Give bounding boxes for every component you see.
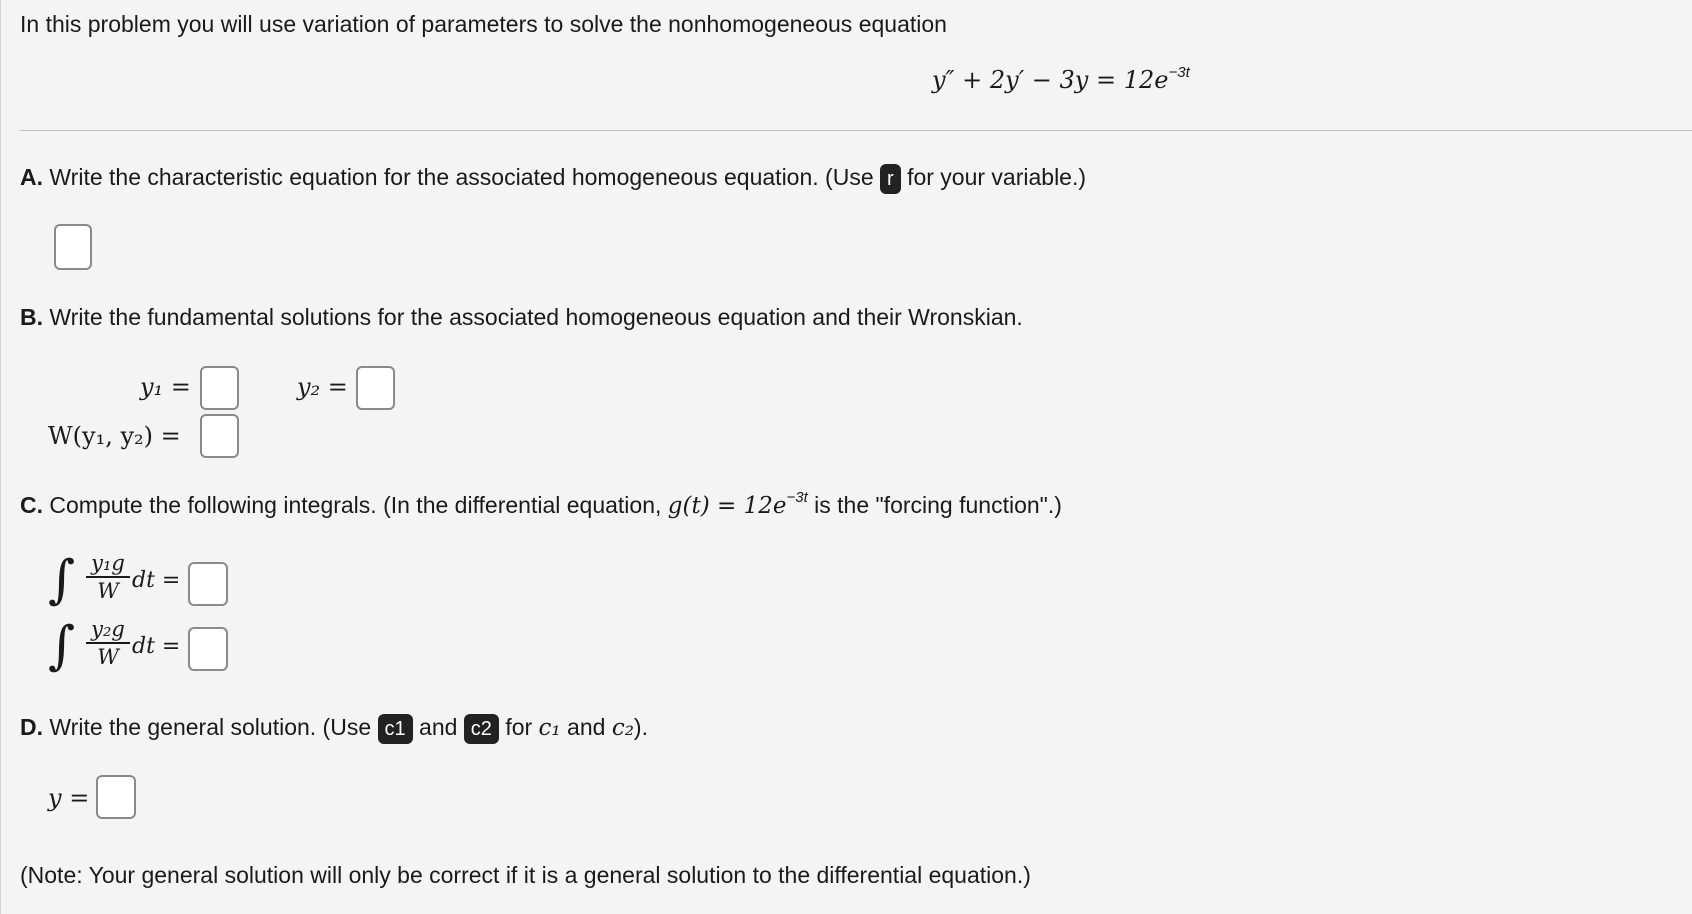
forcing-function-expr: g(t) = 12e [667, 493, 787, 519]
equation-exponent: −3t [1168, 64, 1190, 81]
characteristic-equation-input[interactable] [54, 224, 92, 270]
equation-lhs: y″ + 2y′ − 3y = 12e [932, 66, 1169, 94]
part-a-text: Write the characteristic equation for the associated homogeneous equation. (Use [49, 164, 874, 190]
part-c-text-after: is the "forcing function".) [814, 492, 1062, 518]
c1-chip: c1 [378, 714, 413, 744]
part-b-prompt [20, 303, 1023, 331]
integral-2-dt: dt = [132, 634, 181, 659]
integral-sign-1: ∫ [48, 550, 76, 610]
section-divider [20, 130, 1692, 131]
part-d-and-2: and [567, 714, 606, 740]
note-text: (Note: Your general solution will only be correct if it is a general solution to the differential equation.) [20, 862, 1031, 888]
intro-text: In this problem you will use variation of parameters to solve the nonhomogeneous equation [20, 11, 947, 37]
c1-math: c₁ [538, 715, 561, 741]
wronskian-label: W(y₁, y₂) = [48, 422, 181, 450]
integral-1-dt: dt = [132, 568, 181, 593]
part-c-label: C. [20, 492, 43, 518]
forcing-function-exponent: −3t [786, 489, 808, 506]
integral-1-denominator: W [97, 578, 119, 603]
general-solution-input[interactable] [96, 775, 136, 819]
integral-2-denominator: W [97, 644, 119, 669]
integral-1-numerator: y₁g [91, 551, 125, 575]
integral-2-fraction [86, 617, 130, 669]
part-d-prompt [20, 713, 648, 744]
part-c-text: Compute the following integrals. (In the differential equation, [49, 492, 662, 518]
left-border [0, 0, 1, 914]
integral-2-numerator: y₂g [91, 617, 125, 641]
part-b-label: B. [20, 304, 43, 330]
general-solution-label: y = [48, 784, 90, 812]
main-equation [932, 66, 1190, 98]
integral-2-input[interactable] [188, 627, 228, 671]
part-d-and: and [419, 714, 458, 740]
part-c-prompt [20, 491, 1062, 523]
part-a-prompt [20, 163, 1086, 194]
y2-label: y₂ = [297, 373, 348, 401]
integral-1-fraction [86, 551, 130, 603]
integral-sign-2: ∫ [48, 616, 76, 676]
part-a-text-after: for your variable.) [907, 164, 1087, 190]
c2-chip: c2 [464, 714, 499, 744]
variable-r-chip: r [880, 164, 901, 194]
part-d-text: Write the general solution. (Use [49, 714, 372, 740]
c2-math: c₂ [611, 715, 634, 741]
wronskian-input[interactable] [200, 414, 239, 458]
part-b-text: Write the fundamental solutions for the associated homogeneous equation and their Wronskian. [49, 304, 1023, 330]
part-d-end: ). [633, 714, 648, 740]
y1-label: y₁ = [140, 373, 191, 401]
integral-1-input[interactable] [188, 562, 228, 606]
y1-input[interactable] [200, 366, 239, 410]
part-d-label: D. [20, 714, 43, 740]
y2-input[interactable] [356, 366, 395, 410]
part-a-label: A. [20, 164, 43, 190]
part-d-for: for [505, 714, 533, 740]
